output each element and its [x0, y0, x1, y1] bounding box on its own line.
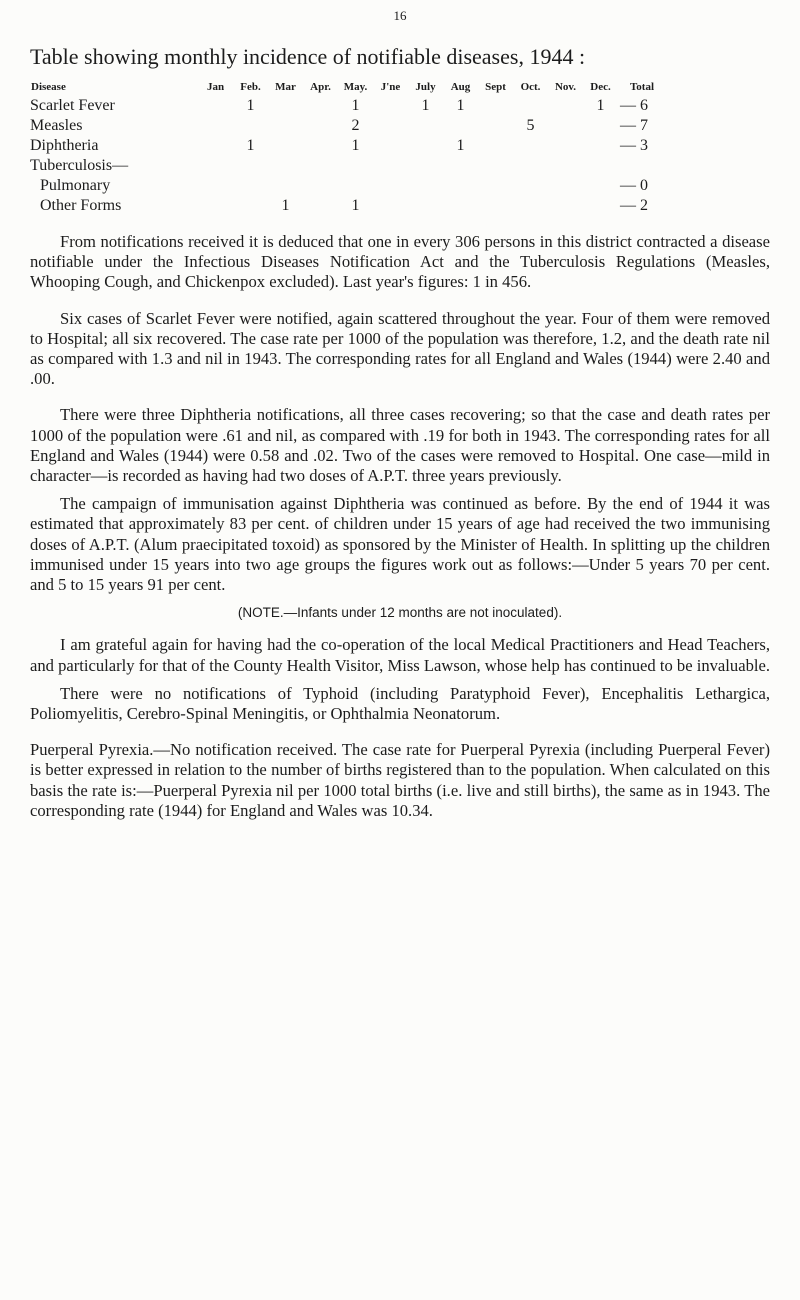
cell — [233, 176, 268, 196]
cell — [583, 176, 618, 196]
table-header-row — [30, 78, 666, 96]
cell — [268, 96, 303, 116]
cell: 1 — [246, 137, 255, 154]
disease-name: Diphtheria — [30, 137, 99, 154]
cell — [548, 96, 583, 116]
cell — [268, 176, 303, 196]
table-row — [30, 96, 666, 116]
cell — [478, 116, 513, 136]
cell — [408, 156, 443, 176]
header-month: May. — [343, 81, 368, 93]
paragraph-incidence-summary: From notifications received it is deduced that one in every 306 persons in this district contracted a disease notifiable under the Infectious Diseases Notification Act and the Tuberculosis Regulations (Measles, Whooping Cough, and Chickenpox excluded). Last year's figures: 1 in 456. — [30, 232, 770, 292]
disease-name: Pulmonary — [40, 177, 111, 194]
cell: 5 — [526, 117, 535, 134]
cell: 1 — [596, 97, 605, 114]
cell — [373, 176, 408, 196]
cell — [373, 196, 408, 216]
cell — [478, 96, 513, 116]
paragraph-immunisation: The campaign of immunisation against Diphtheria was continued as before. By the end of 1944 it was estimated that approximately 83 per cent. of children under 15 years of age had received the two immunising doses of A.P.T. (Alum praecipitated toxoid) as sponsored by the Minister of Health. In splitting up the children immunised under 15 years into two age groups the figures work out as follows:—Under 5 years 70 per cent. and 5 to 15 years 91 per cent. — [30, 494, 770, 595]
cell: 1 — [456, 97, 465, 114]
total-cell: — 0 — [620, 177, 648, 194]
paragraph-puerperal-pyrexia: Puerperal Pyrexia.—No notification received. The case rate for Puerperal Pyrexia (including Puerperal Fever) is better expressed in relation to the number of births registered than to the population. When calculated on this basis the rate is:—Puerperal Pyrexia nil per 1000 total births (i.e. live and still births), the same as in 1943. The corresponding rate (1944) for England and Wales was 10.34. — [30, 740, 770, 820]
cell — [373, 116, 408, 136]
cell — [408, 176, 443, 196]
cell — [338, 176, 373, 196]
disease-name: Tuberculosis— — [30, 157, 129, 174]
cell — [198, 136, 233, 156]
table-row — [30, 176, 666, 196]
cell — [513, 176, 548, 196]
disease-name: Other Forms — [40, 197, 122, 214]
header-month: Nov. — [554, 81, 577, 93]
header-month: Aug — [450, 81, 471, 93]
cell — [513, 136, 548, 156]
cell — [408, 116, 443, 136]
paragraph-no-notifications: There were no notifications of Typhoid (including Paratyphoid Fever), Encephalitis Lethargica, Poliomyelitis, Cerebro-Spinal Meningitis, or Ophthalmia Neonatorum. — [30, 683, 770, 724]
header-month: Apr. — [310, 81, 331, 93]
cell — [233, 196, 268, 216]
cell — [233, 156, 268, 176]
paragraph-diphtheria: There were three Diphtheria notifications, all three cases recovering; so that the case and death rates per 1000 of the population were .61 and nil, as compared with .19 for both in 1943. The corresponding rates for all England and Wales (1944) were 0.58 and .02. Two of the cases were removed to Hospital. One case—mild in character—is recorded as having had two doses of A.P.T. three years previously. — [30, 405, 770, 486]
header-month: Jan — [206, 81, 225, 93]
total-cell: — 6 — [620, 97, 648, 114]
cell — [198, 96, 233, 116]
header-month: Feb. — [240, 81, 261, 93]
cell — [443, 156, 478, 176]
cell — [198, 156, 233, 176]
cell — [303, 196, 338, 216]
table-row — [30, 156, 666, 176]
cell — [513, 96, 548, 116]
cell: 1 — [281, 197, 290, 214]
cell — [478, 196, 513, 216]
cell — [548, 156, 583, 176]
cell — [478, 156, 513, 176]
cell — [513, 196, 548, 216]
table-title: Table showing monthly incidence of notifiable diseases, 1944 : — [30, 44, 586, 69]
cell — [583, 156, 618, 176]
cell — [408, 136, 443, 156]
total-cell: — 7 — [620, 117, 648, 134]
cell — [583, 116, 618, 136]
cell: 1 — [351, 197, 360, 214]
cell — [198, 116, 233, 136]
cell — [478, 136, 513, 156]
cell: 1 — [246, 97, 255, 114]
cell: 2 — [351, 117, 360, 134]
cell — [268, 136, 303, 156]
cell — [198, 196, 233, 216]
header-month: J'ne — [380, 81, 401, 93]
header-month: Dec. — [590, 81, 611, 93]
paragraph-acknowledgement: I am grateful again for having had the co-operation of the local Medical Practitioners and Head Teachers, and particularly for that of the County Health Visitor, Miss Lawson, whose help has continued to be invaluable. — [30, 635, 770, 675]
table-row — [30, 196, 666, 216]
table-row — [30, 116, 666, 136]
cell — [373, 136, 408, 156]
cell — [583, 136, 618, 156]
cell — [548, 176, 583, 196]
cell — [408, 196, 443, 216]
cell — [373, 156, 408, 176]
disease-name: Scarlet Fever — [30, 97, 115, 114]
cell — [303, 176, 338, 196]
cell — [303, 116, 338, 136]
cell — [478, 176, 513, 196]
cell — [443, 196, 478, 216]
header-month: July — [415, 81, 436, 93]
total-cell: — 2 — [620, 197, 648, 214]
cell: 1 — [351, 137, 360, 154]
cell — [268, 156, 303, 176]
cell — [303, 96, 338, 116]
cell — [338, 156, 373, 176]
immunisation-note: (NOTE.—Infants under 12 months are not inoculated). — [237, 605, 563, 621]
header-month: Mar — [275, 81, 296, 93]
disease-name: Measles — [30, 117, 83, 134]
paragraph-scarlet-fever: Six cases of Scarlet Fever were notified, again scattered throughout the year. Four of them were removed to Hospital; all six recovered. The case rate per 1000 of the population was therefore, 1.2, and the death rate nil as compared with 1.3 and nil in 1943. The corresponding rates for all England and Wales (1944) were 2.40 and .00. — [30, 308, 770, 389]
header-disease: Disease — [31, 81, 66, 93]
cell — [513, 156, 548, 176]
cell — [583, 196, 618, 216]
cell — [373, 96, 408, 116]
cell: 1 — [351, 97, 360, 114]
cell — [303, 136, 338, 156]
incidence-table — [30, 78, 666, 216]
report-body — [30, 232, 770, 837]
cell — [548, 196, 583, 216]
header-total: Total — [629, 81, 655, 93]
cell — [233, 116, 268, 136]
cell — [268, 116, 303, 136]
header-month: Sept — [485, 81, 506, 93]
header-month: Oct. — [520, 81, 541, 93]
cell — [198, 176, 233, 196]
table-row — [30, 136, 666, 156]
total-cell: — 3 — [620, 137, 648, 154]
page-number: 16 — [393, 8, 407, 23]
cell — [443, 116, 478, 136]
total-cell — [618, 156, 666, 176]
cell — [303, 156, 338, 176]
cell: 1 — [421, 97, 430, 114]
cell — [548, 136, 583, 156]
cell: 1 — [456, 137, 465, 154]
cell — [443, 176, 478, 196]
cell — [548, 116, 583, 136]
